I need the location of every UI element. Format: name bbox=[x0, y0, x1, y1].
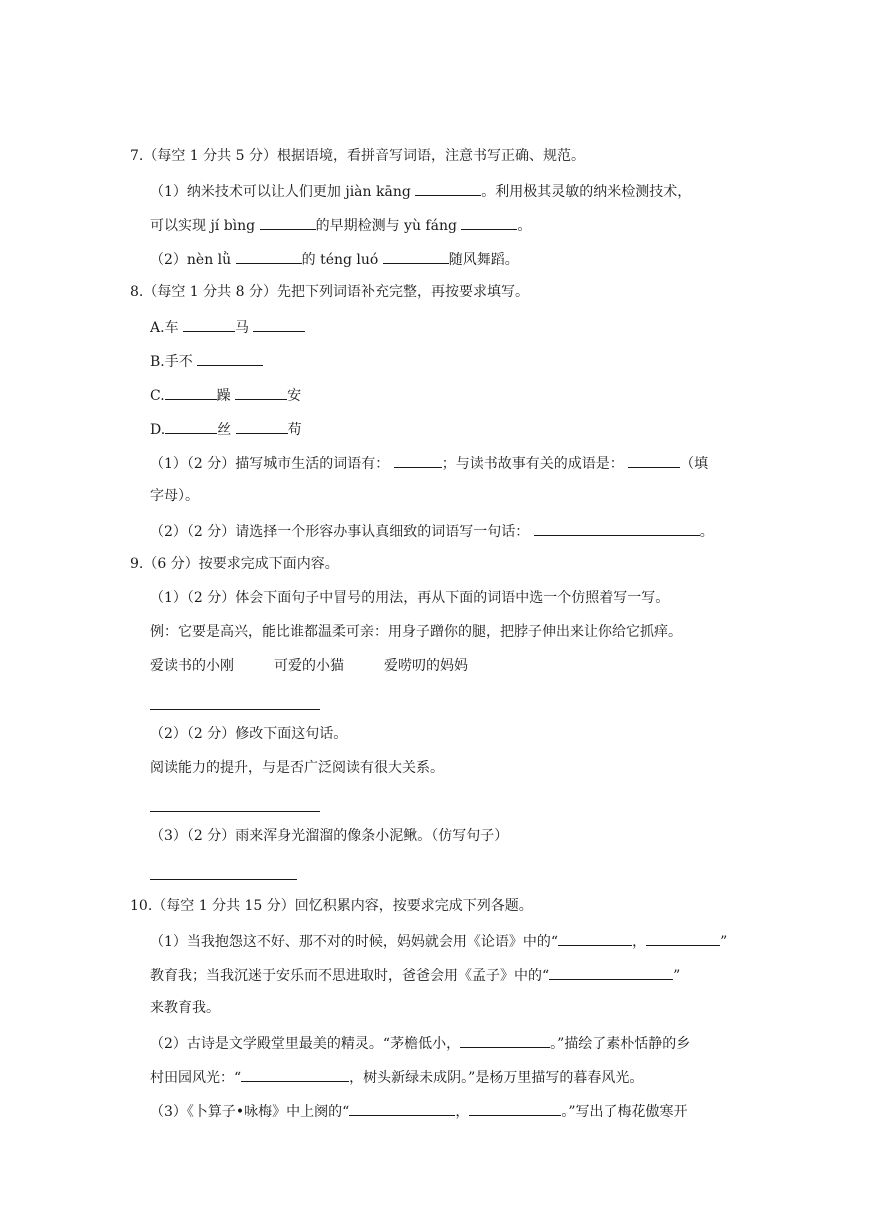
question-9-word-options bbox=[150, 656, 468, 676]
answer-blank[interactable] bbox=[646, 930, 720, 946]
answer-blank[interactable] bbox=[349, 1100, 455, 1116]
q10-text: ， bbox=[632, 934, 647, 950]
q7-text: 。利用极其灵敏的纳米检测技术， bbox=[481, 184, 692, 200]
question-7-part-1-line-1 bbox=[150, 180, 691, 202]
answer-blank[interactable] bbox=[236, 418, 288, 434]
option-text: B.手不 bbox=[150, 354, 193, 370]
answer-blank[interactable] bbox=[534, 520, 700, 536]
word-option: 爱唠叨的妈妈 bbox=[384, 658, 468, 674]
option-text: 安 bbox=[287, 388, 302, 404]
answer-blank[interactable] bbox=[461, 214, 517, 230]
question-8-option-a bbox=[150, 316, 305, 338]
question-9-part-1: （1）（2 分）体会下面句子中冒号的用法，再从下面的词语中选一个仿照着写一写。 bbox=[150, 590, 670, 606]
question-9-heading: 9.（6 分）按要求完成下面内容。 bbox=[130, 556, 339, 572]
question-10-part-3 bbox=[150, 1100, 688, 1122]
q7-text: 。 bbox=[517, 218, 532, 234]
q10-text: ” bbox=[720, 934, 728, 950]
question-10-part-1-line-1 bbox=[150, 930, 727, 952]
answer-line[interactable] bbox=[150, 811, 320, 812]
question-8-option-d bbox=[150, 418, 302, 440]
question-7-part-2 bbox=[150, 248, 519, 270]
q8-text: ；与读书故事有关的成语是： bbox=[441, 456, 624, 472]
answer-blank[interactable] bbox=[165, 418, 217, 434]
question-8-option-c bbox=[150, 384, 301, 406]
question-9-part-2: （2）（2 分）修改下面这句话。 bbox=[150, 726, 348, 742]
answer-blank[interactable] bbox=[165, 384, 217, 400]
word-option: 爱读书的小刚 bbox=[150, 658, 234, 674]
q7-text: （2）nèn lǜ bbox=[150, 252, 232, 268]
question-7-heading: 7.（每空 1 分共 5 分）根据语境，看拼音写词语，注意书写正确、规范。 bbox=[130, 148, 585, 164]
answer-blank[interactable] bbox=[549, 964, 673, 980]
option-text: D. bbox=[150, 422, 166, 438]
answer-blank[interactable] bbox=[235, 384, 287, 400]
answer-line[interactable] bbox=[150, 879, 297, 880]
q8-text: （1）（2 分）描写城市生活的词语有： bbox=[150, 456, 390, 472]
question-10-part-2-line-2 bbox=[150, 1066, 643, 1088]
option-text: 躁 bbox=[216, 388, 231, 404]
answer-blank[interactable] bbox=[460, 1032, 550, 1048]
question-9-part-2-sentence: 阅读能力的提升，与是否广泛阅读有很大关系。 bbox=[150, 760, 444, 776]
question-10-heading: 10.（每空 1 分共 15 分）回忆积累内容，按要求完成下列各题。 bbox=[130, 898, 533, 914]
answer-blank[interactable] bbox=[241, 1066, 349, 1082]
answer-blank[interactable] bbox=[253, 316, 305, 332]
option-text: 丝 bbox=[217, 422, 232, 438]
q8-text: 。 bbox=[699, 524, 714, 540]
question-8-option-b bbox=[150, 350, 263, 372]
q10-text: 。”写出了梅花傲寒开 bbox=[561, 1104, 688, 1120]
answer-blank[interactable] bbox=[415, 180, 481, 196]
option-text: 苟 bbox=[287, 422, 302, 438]
answer-blank[interactable] bbox=[236, 248, 302, 264]
question-8-heading: 8.（每空 1 分共 8 分）先把下列词语补充完整，再按要求填写。 bbox=[130, 284, 529, 300]
answer-blank[interactable] bbox=[394, 452, 442, 468]
answer-blank[interactable] bbox=[183, 316, 235, 332]
answer-line[interactable] bbox=[150, 709, 320, 710]
q10-text: （2）古诗是文学殿堂里最美的精灵。“茅檐低小， bbox=[150, 1036, 461, 1052]
option-text: A.车 bbox=[150, 320, 179, 336]
q10-text: 教育我；当我沉迷于安乐而不思进取时，爸爸会用《孟子》中的“ bbox=[150, 968, 550, 984]
q7-text: 可以实现 jí bìng bbox=[150, 218, 256, 234]
q10-text: （1）当我抱怨这不好、那不对的时候，妈妈就会用《论语》中的“ bbox=[150, 934, 559, 950]
option-text: 马 bbox=[235, 320, 250, 336]
option-text: C. bbox=[150, 388, 165, 404]
question-8-part-1-line-1 bbox=[150, 452, 708, 474]
q10-text: ， bbox=[455, 1104, 470, 1120]
question-7-part-1-line-2 bbox=[150, 214, 531, 236]
answer-blank[interactable] bbox=[197, 350, 263, 366]
question-9-example: 例：它要是高兴，能比谁都温柔可亲：用身子蹭你的腿，把脖子伸出来让你给它抓痒。 bbox=[150, 624, 682, 640]
q7-text: （1）纳米技术可以让人们更加 jiàn kāng bbox=[150, 184, 411, 200]
q7-text: 的早期检测与 yù fáng bbox=[315, 218, 457, 234]
q10-text: ” bbox=[673, 968, 681, 984]
q10-text: 。”描绘了素朴恬静的乡 bbox=[550, 1036, 691, 1052]
question-10-part-1-line-3: 来教育我。 bbox=[150, 1000, 220, 1016]
answer-blank[interactable] bbox=[558, 930, 632, 946]
answer-blank[interactable] bbox=[383, 248, 449, 264]
question-9-part-3: （3）（2 分）雨来浑身光溜溜的像条小泥鳅。（仿写句子） bbox=[150, 828, 509, 844]
question-10-part-1-line-2 bbox=[150, 964, 680, 986]
answer-blank[interactable] bbox=[260, 214, 316, 230]
q8-text: （2）（2 分）请选择一个形容办事认真细致的词语写一句话： bbox=[150, 524, 530, 540]
q10-text: ，树头新绿未成阴。”是杨万里描写的暮春风光。 bbox=[349, 1070, 644, 1086]
question-8-part-1-line-2: 字母）。 bbox=[150, 488, 199, 504]
q10-text: （3）《卜算子•咏梅》中上阕的“ bbox=[150, 1104, 350, 1120]
question-8-part-2 bbox=[150, 520, 714, 542]
answer-blank[interactable] bbox=[628, 452, 680, 468]
answer-blank[interactable] bbox=[469, 1100, 561, 1116]
q8-text: （填 bbox=[680, 456, 709, 472]
word-option: 可爱的小猫 bbox=[274, 658, 344, 674]
q10-text: 村田园风光：“ bbox=[150, 1070, 242, 1086]
question-10-part-2-line-1 bbox=[150, 1032, 690, 1054]
q7-text: 的 téng luó bbox=[301, 252, 379, 268]
q7-text: 随风舞蹈。 bbox=[448, 252, 519, 268]
